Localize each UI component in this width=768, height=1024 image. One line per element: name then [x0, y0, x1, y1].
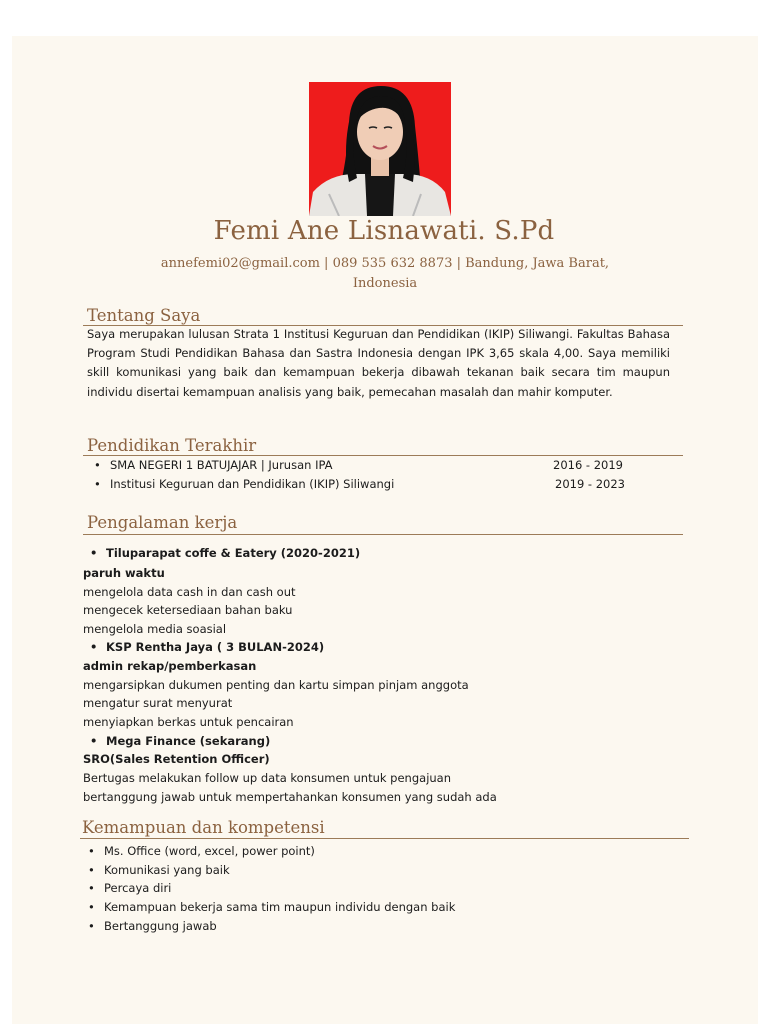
contact-line-1: annefemi02@gmail.com | 089 535 632 8873 | Bandung, Jawa Barat, [160, 256, 610, 271]
bullet: • [90, 546, 98, 560]
contact-line-2: Indonesia [352, 276, 418, 291]
experience-heading: Pengalaman kerja [87, 513, 238, 532]
job-duty: menyiapkan berkas untuk pencairan [83, 715, 294, 729]
education-item [94, 477, 654, 496]
skills-heading: Kemampuan dan kompetensi [82, 818, 325, 837]
job-company: • Mega Finance (sekarang) [90, 734, 271, 748]
skill-item: • Kemampuan bekerja sama tim maupun individu dengan baik [88, 900, 456, 914]
profile-photo [309, 82, 451, 216]
bullet: • [88, 900, 95, 914]
bullet: • [90, 640, 98, 654]
education-school: SMA NEGERI 1 BATUJAJAR | Jurusan IPA [110, 458, 333, 472]
job-role: paruh waktu [83, 566, 165, 580]
job-duty: mengarsipkan dukumen penting dan kartu simpan pinjam anggota [83, 678, 469, 692]
job-role: SRO(Sales Retention Officer) [83, 752, 270, 766]
job-role: admin rekap/pemberkasan [83, 659, 257, 673]
skills-divider [80, 838, 689, 839]
contact-info [140, 254, 630, 294]
skill-item: • Bertanggung jawab [88, 919, 217, 933]
full-name: Femi Ane Lisnawati. S.Pd [213, 216, 555, 246]
job-duty: bertanggung jawab untuk mempertahankan konsumen yang sudah ada [83, 790, 497, 804]
education-years: 2016 - 2019 [553, 458, 623, 472]
job-duty: Bertugas melakukan follow up data konsumen untuk pengajuan [83, 771, 452, 785]
skill-item: • Ms. Office (word, excel, power point) [88, 844, 315, 858]
job-duty: mengelola data cash in dan cash out [83, 585, 296, 599]
job-duty: mengecek ketersediaan bahan baku [83, 603, 293, 617]
about-heading: Tentang Saya [87, 306, 201, 325]
bullet: • [88, 881, 95, 895]
education-item [94, 458, 654, 477]
job-company: • Tiluparapat coffe & Eatery (2020-2021) [90, 546, 361, 560]
skill-item: • Komunikasi yang baik [88, 863, 230, 877]
bullet: • [94, 477, 101, 491]
about-text: Saya merupakan lulusan Strata 1 Institusi Keguruan dan Pendidikan (IKIP) Siliwangi. Fakultas Bahasa Program Studi Pendidikan Bahasa dan Sastra Indonesia dengan IPK 3,65 skala 4,00. Saya memiliki skill komunikasi yang baik dan kemampuan bekerja dibawah tekanan baik secara tim maupun individu disertai kemampuan analisis yang baik, pemecahan masalah dan mahir komputer. [87, 327, 670, 399]
education-divider [83, 455, 683, 456]
bullet: • [94, 458, 101, 472]
bullet: • [88, 863, 95, 877]
bullet: • [88, 919, 95, 933]
education-school: Institusi Keguruan dan Pendidikan (IKIP) Siliwangi [110, 477, 395, 491]
education-heading: Pendidikan Terakhir [87, 436, 257, 455]
education-years: 2019 - 2023 [555, 477, 625, 491]
bullet: • [88, 844, 95, 858]
job-duty: mengatur surat menyurat [83, 696, 233, 710]
experience-divider [83, 534, 683, 535]
job-duty: mengelola media soasial [83, 622, 227, 636]
bullet: • [90, 734, 98, 748]
job-company: • KSP Rentha Jaya ( 3 BULAN-2024) [90, 640, 325, 654]
skill-item: • Percaya diri [88, 881, 172, 895]
